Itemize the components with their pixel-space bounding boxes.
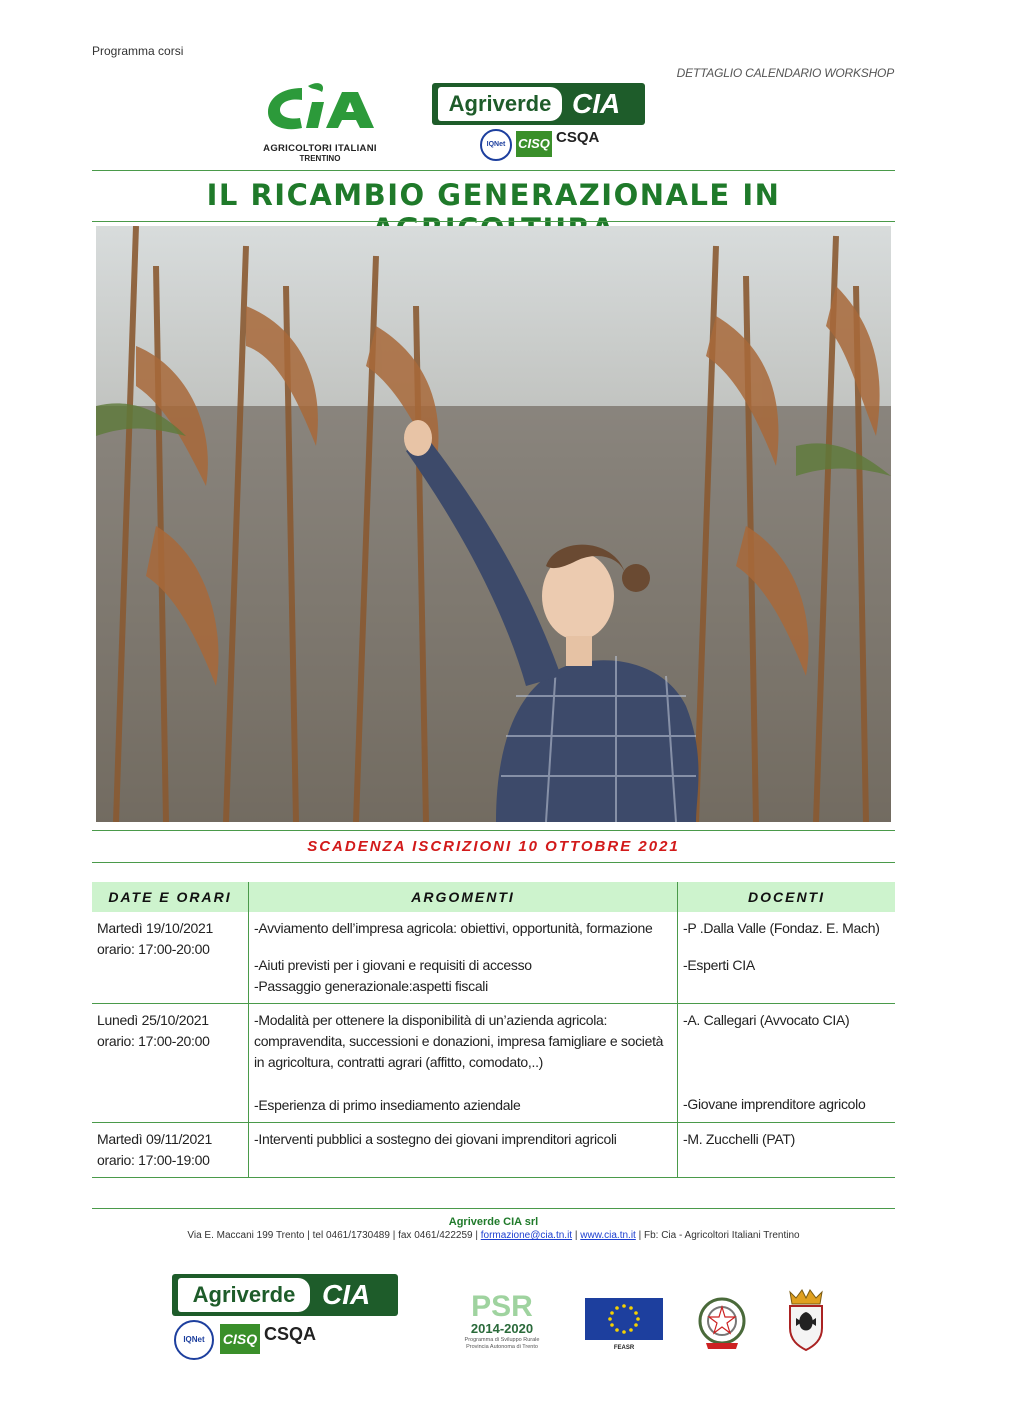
cisq-mark: CISQ	[220, 1324, 260, 1354]
cia-logo	[262, 78, 378, 162]
csqa-mark: CSQA	[264, 1324, 317, 1344]
session-date: Lunedì 25/10/2021	[97, 1012, 209, 1028]
divider-title-top	[92, 170, 895, 171]
session-teachers-cell	[678, 912, 896, 1004]
agriverde-wordmark: Agriverde	[438, 87, 562, 121]
footer-facebook: | Fb: Cia - Agricoltori Italiani Trentino	[638, 1230, 800, 1241]
column-header-dates: DATE E ORARI	[92, 882, 249, 912]
session-topic: -Avviamento dell’impresa agricola: obiettivi, opportunità, formazione	[254, 920, 653, 936]
footer-company: Agriverde CIA srl	[448, 1216, 539, 1228]
footer-email-link[interactable]: formazione@cia.tn.it	[480, 1230, 573, 1241]
agriverde-logo-footer	[172, 1274, 400, 1360]
session-topics-cell	[249, 912, 678, 1004]
psr-logo	[456, 1292, 548, 1356]
column-header-teachers: DOCENTI	[678, 882, 896, 912]
cisq-mark: CISQ	[516, 131, 552, 157]
table-row	[92, 1004, 895, 1123]
session-date-cell	[92, 1004, 249, 1123]
divider-title-bottom	[92, 221, 895, 222]
session-topic: -Interventi pubblici a sostegno dei giovani imprenditori agricoli	[254, 1131, 617, 1147]
session-time: orario: 17:00-20:00	[97, 1033, 210, 1049]
page-title: IL RICAMBIO GENERAZIONALE IN	[206, 178, 781, 212]
agriverde-wordmark: Agriverde	[178, 1278, 310, 1312]
divider-footer	[92, 1208, 895, 1209]
session-topic: -Modalità per ottenere la disponibilità di un’azienda agricola: compravendita, successioni e donazioni, impresa famigliare e società in agricoltura, contratti agrari (affitto, comodato,..)	[254, 1012, 664, 1070]
cia-wordmark: CIA	[572, 88, 621, 119]
session-teachers-cell	[678, 1123, 896, 1178]
cia-wordmark: CIA	[322, 1279, 371, 1310]
italian-republic-emblem	[696, 1295, 748, 1353]
session-date: Martedì 19/10/2021	[97, 920, 214, 936]
footer-contacts	[92, 1230, 895, 1241]
session-topics-cell	[249, 1004, 678, 1123]
session-teacher: -Esperti CIA	[683, 957, 755, 973]
trentino-shield-icon	[784, 1288, 828, 1352]
cornfield-photo	[96, 226, 891, 822]
table-header-row	[92, 882, 895, 912]
session-teacher: -Giovane imprenditore agricolo	[683, 1096, 866, 1112]
session-topics-cell	[249, 1123, 678, 1178]
session-teachers-cell	[678, 1004, 896, 1123]
agriverde-logo-top	[432, 83, 645, 161]
session-date: Martedì 09/11/2021	[97, 1131, 212, 1147]
session-teacher: -P .Dalla Valle (Fondaz. E. Mach)	[683, 920, 880, 936]
italy-emblem-icon	[696, 1295, 748, 1353]
trentino-coat-of-arms	[784, 1288, 828, 1352]
eu-flag-icon	[585, 1298, 663, 1340]
schedule-table	[92, 882, 895, 1178]
csqa-mark: CSQA	[556, 129, 600, 146]
cornfield-photo-illustration	[96, 226, 891, 822]
divider-deadline-top	[92, 830, 895, 831]
footer-website-link[interactable]: www.cia.tn.it	[580, 1230, 636, 1241]
session-topic: -Aiuti previsti per i giovani e requisiti di accesso	[254, 957, 532, 973]
cia-logo-line2: TRENTINO	[299, 154, 341, 163]
table-row	[92, 912, 895, 1004]
divider-deadline-bottom	[92, 862, 895, 863]
iqnet-seal: IQNet	[174, 1320, 214, 1360]
footer-separator: |	[574, 1230, 578, 1241]
feasr-label: FEASR	[613, 1345, 635, 1351]
psr-line1: Programma di Sviluppo Rurale	[464, 1337, 540, 1343]
psr-mark: PSR	[471, 1290, 533, 1323]
session-time: orario: 17:00-19:00	[97, 1152, 210, 1168]
session-time: orario: 17:00-20:00	[97, 941, 210, 957]
cia-logo-mark	[262, 78, 378, 136]
eu-feasr-logo	[584, 1298, 664, 1352]
footer-address: Via E. Maccani 199 Trento | tel 0461/1730489 | fax 0461/422259 |	[187, 1230, 478, 1241]
session-topic: -Passaggio generazionale:aspetti fiscali	[254, 978, 488, 994]
psr-line2: Provincia Autonoma di Trento	[466, 1344, 538, 1350]
page-header-label: Programma corsi	[92, 44, 184, 58]
page-section-label: DETTAGLIO CALENDARIO WORKSHOP	[676, 66, 894, 80]
column-header-topics: ARGOMENTI	[249, 882, 678, 912]
cia-logo-line1: AGRICOLTORI ITALIANI	[263, 143, 377, 154]
session-teacher: -M. Zucchelli (PAT)	[683, 1131, 796, 1147]
table-row	[92, 1123, 895, 1178]
session-topic: -Esperienza di primo insediamento aziendale	[254, 1097, 521, 1113]
iqnet-seal: IQNet	[480, 129, 512, 161]
psr-years: 2014-2020	[470, 1321, 534, 1336]
session-teacher: -A. Callegari (Avvocato CIA)	[683, 1012, 850, 1028]
session-date-cell	[92, 1123, 249, 1178]
session-date-cell	[92, 912, 249, 1004]
registration-deadline: SCADENZA ISCRIZIONI 10 OTTOBRE 2021	[307, 838, 680, 855]
